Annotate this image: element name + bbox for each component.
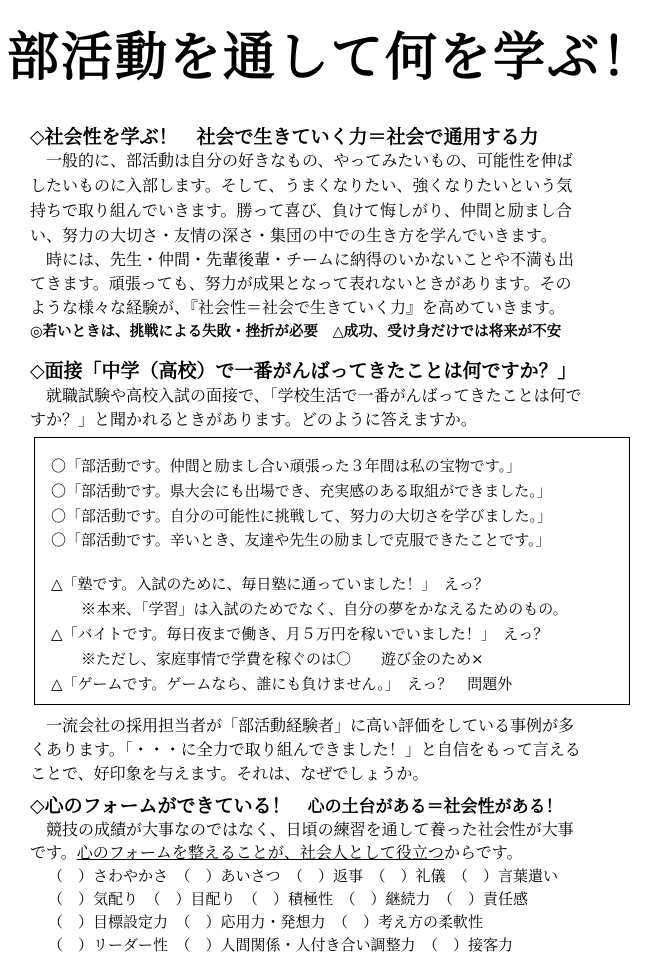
paragraph-line: ような様々な経験が、『社会性＝社会で生きていく力』を高めていきます。 bbox=[30, 298, 565, 317]
heading-main: ◇心のフォームができている！ bbox=[30, 795, 291, 817]
text-segment: からです。 bbox=[443, 843, 523, 862]
paragraph-line: 就職試験や高校入試の面接で、「学校生活で一番がんばってきたことは何で bbox=[30, 386, 582, 405]
page-title: 部活動を通して何を学ぶ！ bbox=[6, 28, 655, 88]
checklist-row: （ ）気配り （ ）目配り （ ）積極性 （ ）継続力 （ ）責任感 bbox=[48, 890, 529, 908]
checklist-row: （ ）リーダー性 （ ）人間関係・人付き合い調整力 （ ）接客力 bbox=[48, 936, 514, 954]
paragraph-line: 持ちで取り組んでいきます。勝って喜び、負けて悔しがり、仲間と励まし合 bbox=[30, 201, 572, 220]
checklist-row: （ ）さわやかさ （ ）あいさつ （ ）返事 （ ）礼儀 （ ）言葉遣い bbox=[48, 867, 559, 885]
paragraph-line: 一流会社の採用担当者が「部活動経験者」に高い評価をしている事例が多 bbox=[30, 716, 575, 735]
key-note: ◎若いときは、挑戦による失敗・挫折が必要 △成功、受け身だけでは将来が不安 bbox=[30, 324, 562, 340]
section-heading-sociality: ◇社会性を学ぶ！ 社会で生きていく力＝社会で通用する力 bbox=[30, 126, 539, 148]
text-segment: です。 bbox=[30, 843, 77, 862]
answer-examples-box bbox=[34, 437, 630, 705]
paragraph-line: すか？」と聞かれるときがあります。どのように答えますか。 bbox=[30, 410, 477, 429]
paragraph-line: したいものに入部します。そして、うまくなりたい、強くなりたいという気 bbox=[30, 176, 573, 195]
underlined-phrase: 心のフォームを整えることが、社会人として役立つ bbox=[76, 843, 444, 862]
answer-good: 〇「部活動です。仲間と励まし合い頑張った３年間は私の宝物です。」 bbox=[51, 457, 522, 475]
paragraph-line: い、努力の大切さ・友情の深さ・集団の中での生き方を学んでいきます。 bbox=[30, 226, 557, 245]
answer-good: 〇「部活動です。辛いとき、友達や先生の励ましで克服できたことです。」 bbox=[51, 531, 551, 549]
paragraph-line: 一般的に、部活動は自分の好きなもの、やってみたいもの、可能性を伸ば bbox=[30, 151, 573, 170]
section-heading-mind-form bbox=[30, 795, 563, 818]
paragraph-line: 時には、先生・仲間・先輩後輩・チームに納得のいかないことや不満も出 bbox=[30, 250, 575, 269]
answer-comment: ※本来、「学習」は入試のためでなく、自分の夢をかなえるためのもの。 bbox=[51, 600, 568, 618]
heading-sub: 心の土台がある＝社会性がある！ bbox=[290, 797, 563, 817]
answer-questionable: △「バイトです。毎日夜まで働き、月５万円を稼いでいました！」 えっ？ bbox=[51, 625, 549, 643]
paragraph-line: 競技の成績が大事なのではなく、日頃の練習を通して養った社会性が大事 bbox=[30, 820, 574, 839]
answer-questionable: △「ゲームです。ゲームなら、誰にも負けません。」 えっ？ 問題外 bbox=[51, 675, 513, 693]
paragraph-line: てきます。頑張っても、努力が成果となって表れないときがあります。その bbox=[30, 274, 572, 293]
answer-questionable: △「塾です。入試のために、毎日塾に通っていました！」 えっ？ bbox=[51, 575, 489, 593]
checklist-row: （ ）目標設定力 （ ）応用力・発想力 （ ）考え方の柔軟性 bbox=[48, 913, 484, 931]
paragraph-line bbox=[30, 843, 523, 863]
paragraph-line: くあります。「・・・に全力で取り組んできました！」と自信をもって言える bbox=[30, 740, 581, 759]
section-heading-interview: ◇面接「中学（高校）で一番がんばってきたことは何ですか？」 bbox=[30, 360, 577, 382]
paragraph-line: ことで、好印象を与えます。それは、なぜでしょうか。 bbox=[30, 764, 429, 783]
answer-good: 〇「部活動です。県大会にも出場でき、充実感のある取組ができました。」 bbox=[51, 482, 552, 500]
answer-comment: ※ただし、家庭事情で学費を稼ぐのは〇 遊び金のため× bbox=[51, 650, 484, 668]
answer-good: 〇「部活動です。自分の可能性に挑戦して、努力の大切さを学びました。」 bbox=[51, 507, 553, 525]
